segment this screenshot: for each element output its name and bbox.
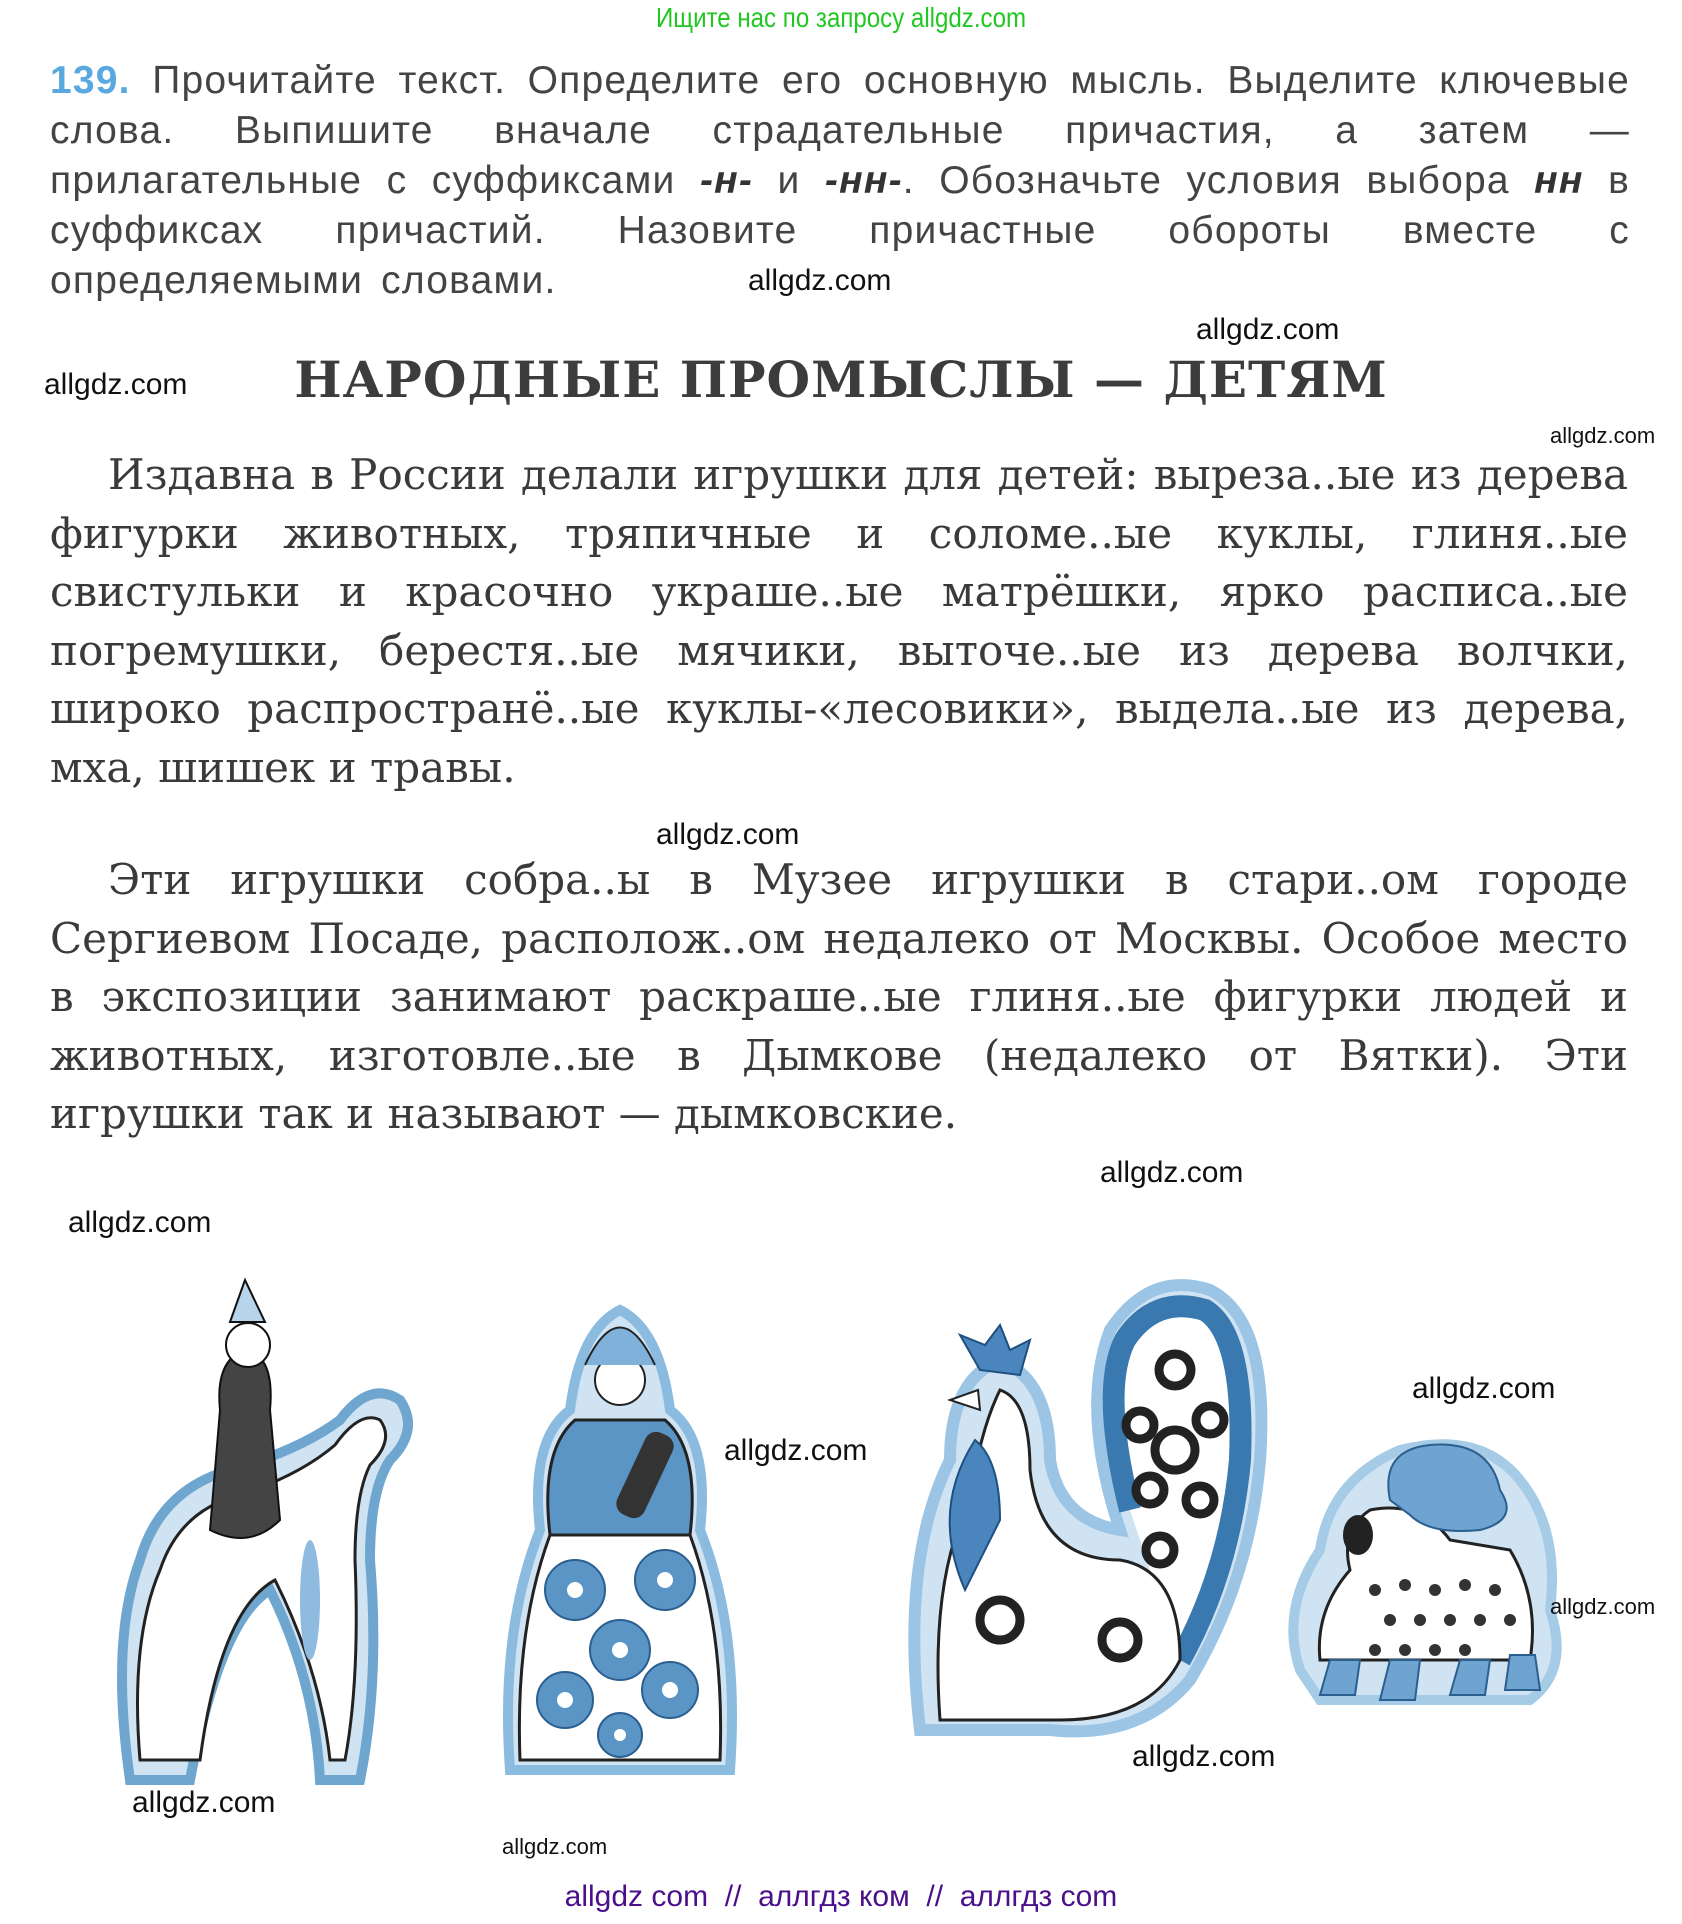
nn-label: нн [1534, 159, 1584, 202]
task-text-and: и [753, 159, 825, 202]
paragraph-text: Издавна в России делали игрушки для детей: выреза..ые из дерева фигурки животных, тряпичные и соломе..ые куклы, глиня..ые свистульки и красочно украше..ые матрёшки, ярко расписа..ые погремушки, берестя..ые мячики, выточе..ые из дерева волчки, широко распространё..ые куклы-«лесовики», выдела..ые из дерева, мха, шишек и травы. [50, 450, 1628, 792]
watermark: allgdz.com [1132, 1740, 1276, 1773]
article-paragraph-2 [50, 851, 1628, 1144]
footer-watermark: allgdz com // аллгдз ком // аллгдз com [564, 1880, 1118, 1913]
article-paragraph-1 [50, 446, 1628, 797]
watermark: allgdz.com [1550, 1594, 1656, 1619]
watermark: allgdz.com [502, 1834, 608, 1859]
dymkovo-ram-illustration [1280, 1410, 1580, 1710]
watermark: allgdz.com [1412, 1372, 1556, 1405]
task-number: 139. [50, 59, 131, 102]
watermark: allgdz.com [68, 1206, 212, 1239]
task-text-2: . Обозначьте условия выбора [902, 159, 1535, 202]
dymkovo-woman-illustration [470, 1270, 770, 1780]
dymkovo-horseman-illustration [70, 1260, 430, 1800]
watermark: allgdz.com [132, 1786, 276, 1819]
task-text-1: Прочитайте текст. Определите его основную мысль. Выделите ключевые слова. Выпишите вначале страдательные причастия, а затем — прилагательные с суффиксами [50, 59, 1630, 202]
watermark: allgdz.com [1550, 423, 1656, 448]
suffix-nn: -нн- [824, 159, 903, 202]
watermark: allgdz.com [656, 818, 800, 851]
watermark: allgdz.com [44, 368, 188, 401]
suffix-n: -н- [699, 159, 754, 202]
task-text-3: в суффиксах причастий. Назовите причастные обороты вместе с определяемыми словами. [50, 159, 1630, 302]
article-title: НАРОДНЫЕ ПРОМЫСЛЫ — ДЕТЯМ [294, 350, 1388, 409]
watermark: allgdz.com [724, 1434, 868, 1467]
watermark: allgdz.com [1196, 313, 1340, 346]
watermark: allgdz.com [1100, 1156, 1244, 1189]
paragraph-text: Эти игрушки собра..ы в Музее игрушки в стари..ом городе Сергиевом Посаде, располож..ом недалеко от Москвы. Особое место в экспозиции занимают раскраше..ые глиня..ые фигурки людей и животных, изготовле..ые в Дымкове (недалеко от Вятки). Эти игрушки так и называют — дымковские. [50, 855, 1628, 1138]
watermark: allgdz.com [748, 264, 892, 297]
top-banner: Ищите нас по запросу allgdz.com [655, 2, 1027, 33]
dymkovo-rooster-illustration [890, 1260, 1290, 1760]
